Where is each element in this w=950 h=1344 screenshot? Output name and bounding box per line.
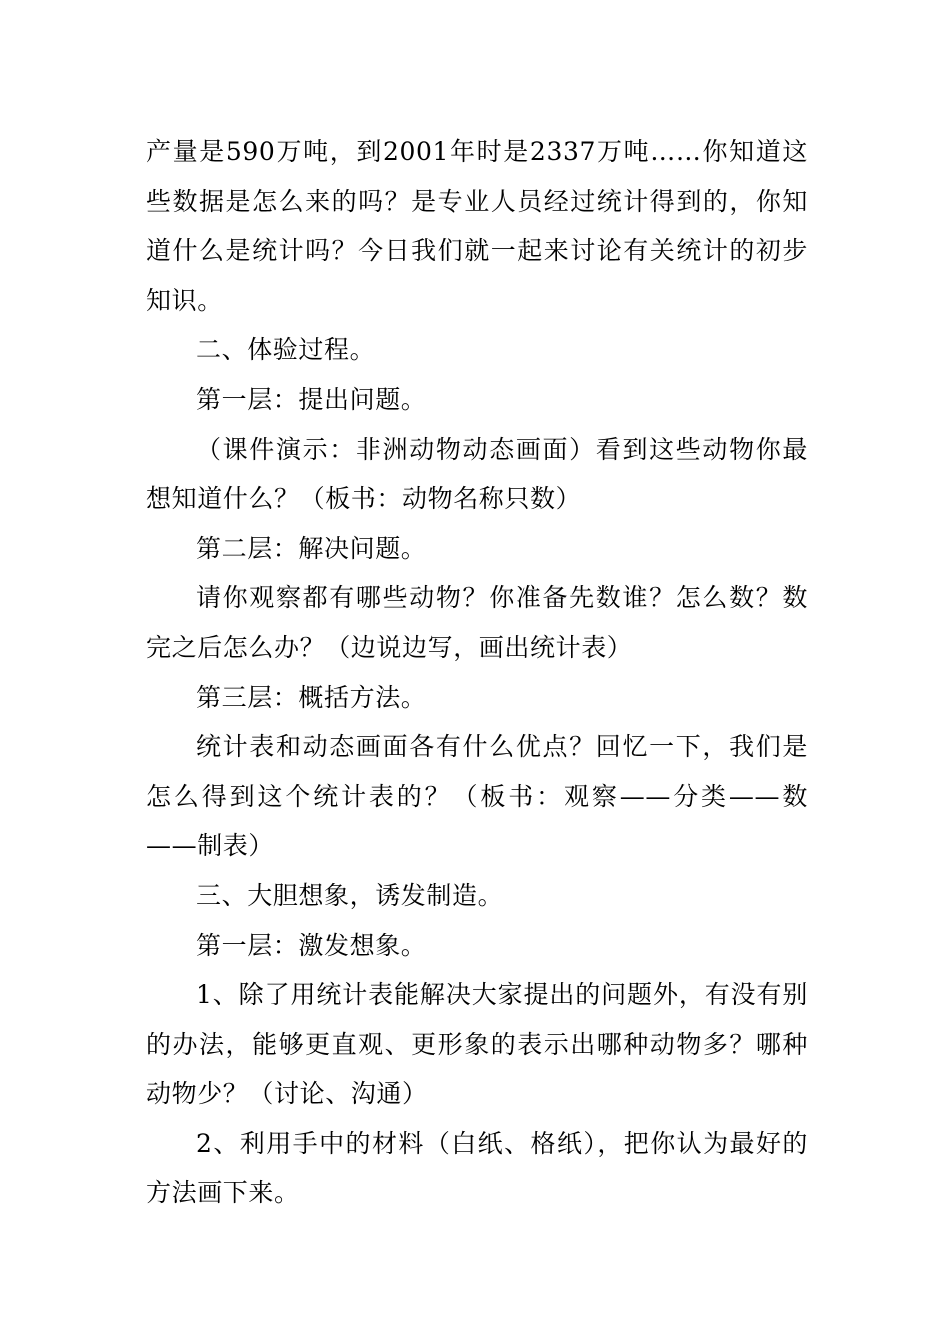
paragraph-observe-animals: 请你观察都有哪些动物？你准备先数谁？怎么数？数完之后怎么办？（边说边写，画出统计表） bbox=[146, 583, 808, 662]
heading-section-two: 二、体验过程。 bbox=[196, 335, 376, 365]
paragraph-item-two: 2、利用手中的材料（白纸、格纸），把你认为最好的方法画下来。 bbox=[146, 1128, 808, 1208]
paragraph-intro-continued: 产量是590万吨，到2001年时是2337万吨……你知道这些数据是怎么来的吗？是专业人员经过统计得到的，你知道什么是统计吗？今日我们就一起来讨论有关统计的初步知识。 bbox=[146, 137, 808, 315]
subheading-inspire-imagination: 第一层：激发想象。 bbox=[196, 930, 427, 960]
subheading-layer-one: 第一层：提出问题。 bbox=[196, 384, 427, 414]
paragraph-summarize-method: 统计表和动态画面各有什么优点？回忆一下，我们是怎么得到这个统计表的？（板书：观察——分类——数——制表） bbox=[146, 732, 808, 861]
paragraph-item-one: 1、除了用统计表能解决大家提出的问题外，有没有别的办法，能够更直观、更形象的表示出哪种动物多？哪种动物少？（讨论、沟通） bbox=[146, 980, 808, 1109]
subheading-layer-three: 第三层：概括方法。 bbox=[196, 682, 427, 712]
heading-section-three: 三、大胆想象，诱发制造。 bbox=[196, 880, 504, 910]
paragraph-courseware-demo: （课件演示：非洲动物动态画面）看到这些动物你最想知道什么？（板书：动物名称只数） bbox=[146, 434, 808, 514]
document-body bbox=[146, 127, 808, 1218]
subheading-layer-two: 第二层：解决问题。 bbox=[196, 533, 427, 563]
